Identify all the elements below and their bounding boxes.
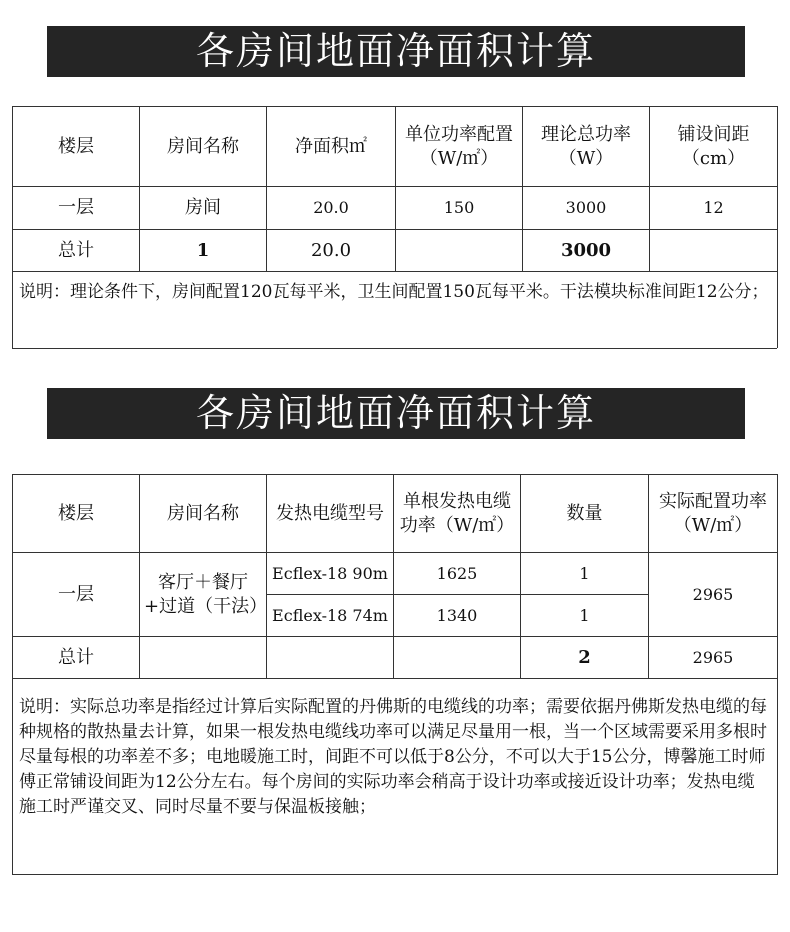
table2-header-row — [13, 475, 778, 553]
cell-room: 客厅＋餐厅+过道（干法） — [140, 553, 267, 637]
header-floor: 楼层 — [13, 107, 140, 187]
total-label: 总计 — [13, 637, 140, 679]
total-cable-power — [394, 637, 521, 679]
cell-total-power: 3000 — [523, 187, 650, 230]
cell-quantity: 1 — [521, 553, 649, 595]
section2-note: 说明：实际总功率是指经过计算后实际配置的丹佛斯的电缆线的功率；需要依据丹佛斯发热电缆的每种规格的散热量去计算，如果一根发热电缆线功率可以满足尽量用一根，当一个区域需要采用多根时尽量每根的功率差不多；电地暖施工时，间距不可以低于8公分，不可以大于15公分，博馨施工时师傅正常铺设间距为12公分左右。每个房间的实际功率会稍高于设计功率或接近设计功率；发热电缆施工时严谨交叉、同时尽量不要与保温板接触； — [13, 679, 778, 875]
header-actual-power: 实际配置功率（W/㎡） — [649, 475, 778, 553]
section1-note: 说明：理论条件下，房间配置120瓦每平米，卫生间配置150瓦每平米。干法模块标准间距12公分； — [13, 272, 778, 348]
header-total-power: 理论总功率（W） — [523, 107, 650, 187]
cell-area: 20.0 — [267, 187, 396, 230]
section2-title-banner: 各房间地面净面积计算 — [47, 388, 745, 439]
total-power: 3000 — [523, 230, 650, 272]
cell-cable-power: 1340 — [394, 595, 521, 637]
total-count: 1 — [140, 230, 267, 272]
cell-cable-model: Ecflex-18 90m — [267, 553, 394, 595]
header-cable-model: 发热电缆型号 — [267, 475, 394, 553]
header-net-area: 净面积㎡ — [267, 107, 396, 187]
header-quantity: 数量 — [521, 475, 649, 553]
header-floor: 楼层 — [13, 475, 140, 553]
cable-configuration-table — [12, 474, 778, 875]
header-room-name: 房间名称 — [140, 107, 267, 187]
cell-cable-power: 1625 — [394, 553, 521, 595]
cell-unit-power: 150 — [396, 187, 523, 230]
header-spacing: 铺设间距（cm） — [650, 107, 778, 187]
total-row — [13, 637, 778, 679]
total-row — [13, 230, 778, 272]
header-unit-power: 单位功率配置（W/㎡） — [396, 107, 523, 187]
header-room-name: 房间名称 — [140, 475, 267, 553]
total-label: 总计 — [13, 230, 140, 272]
cell-floor: 一层 — [13, 553, 140, 637]
total-model — [267, 637, 394, 679]
table-row — [13, 553, 778, 595]
table1-header-row — [13, 107, 778, 187]
total-area: 20.0 — [267, 230, 396, 272]
total-actual-power: 2965 — [649, 637, 778, 679]
cell-spacing: 12 — [650, 187, 778, 230]
header-cable-power: 单根发热电缆功率（W/㎡） — [394, 475, 521, 553]
table1-bottom-rule — [12, 348, 777, 349]
cell-cable-model: Ecflex-18 74m — [267, 595, 394, 637]
cell-room: 房间 — [140, 187, 267, 230]
total-quantity: 2 — [521, 637, 649, 679]
section1-title-banner: 各房间地面净面积计算 — [47, 26, 745, 77]
total-room — [140, 637, 267, 679]
total-unit-power — [396, 230, 523, 272]
area-calculation-table — [12, 106, 778, 348]
table-row — [13, 187, 778, 230]
cell-quantity: 1 — [521, 595, 649, 637]
cell-actual-power: 2965 — [649, 553, 778, 637]
total-spacing — [650, 230, 778, 272]
cell-floor: 一层 — [13, 187, 140, 230]
